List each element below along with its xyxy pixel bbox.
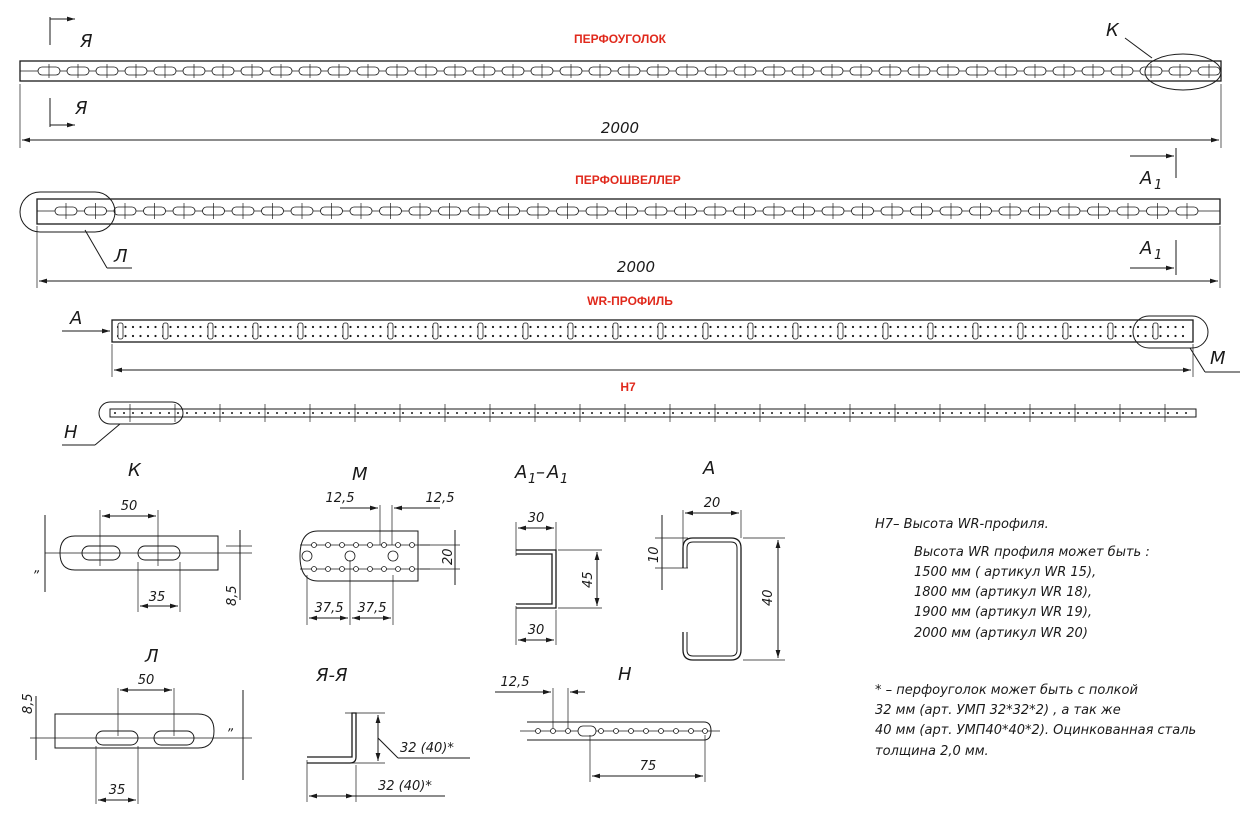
note-h7: H7– Высота WR-профиля. [875,517,1049,532]
note-wr-heights-4: 2000 мм (артикул WR 20) [914,626,1088,641]
note-footnote-0: * – перфоуголок может быть с полкой [875,683,1138,698]
detail-k-dim-50: 50 [120,499,138,514]
hole [523,323,528,339]
detail-l-dim-85: 8,5 [21,693,36,714]
detail-a1-title-a: A [515,462,528,483]
detail-l-dim-35: 35 [108,783,126,798]
hole [613,323,618,339]
svg-text:„: „ [228,719,235,734]
detail-m-dim-125a: 12,5 [325,491,355,506]
detail-k-title: К [128,460,141,481]
detail-ya-ya-dim-32a: 32 (40)* [400,741,454,756]
detail-a [647,458,785,660]
svg-text:„: „ [34,561,41,576]
hole [748,323,753,339]
svg-text:–: – [536,462,545,483]
hole [388,323,393,339]
detail-l-title: Л [145,646,159,667]
detail-ya-ya-dim-32b: 32 (40)* [378,779,432,794]
detail-k-dim-85: 8,5 [225,585,240,606]
callout-n-label: Н [64,422,78,443]
detail-n-dim-75: 75 [639,759,657,774]
note-wr-heights-1: 1500 мм ( артикул WR 15), [914,565,1097,580]
hole [973,323,978,339]
hole [883,323,888,339]
callout-m-label: M [1210,348,1226,369]
hole [568,323,573,339]
perfougolok-slots [38,64,1220,78]
wr-profile-holes [117,323,1184,339]
detail-l-dim-50: 50 [137,673,155,688]
section-a1-top-label: A [1140,168,1153,189]
hole [478,323,483,339]
wr-profile-bar [112,320,1193,342]
section-a1-bottom-label: A [1140,238,1153,259]
hole [1153,323,1158,339]
detail-m-dim-375a: 37,5 [314,601,344,616]
hole [1018,323,1023,339]
hole [928,323,933,339]
hole [1108,323,1113,339]
detail-a-dim-10: 10 [647,546,662,563]
detail-m-dim-125b: 12,5 [425,491,455,506]
dim-2000-mid: 2000 [616,258,656,276]
hole [1063,323,1068,339]
detail-m-title: M [352,464,368,485]
hole [658,323,663,339]
section-a1-top-sub: 1 [1154,178,1163,193]
note-wr-heights-3: 1900 мм (артикул WR 19), [914,605,1093,620]
note-wr-heights-0: Высота WR профиля может быть : [914,545,1150,560]
perfoshveller-title: ПЕРФОШВЕЛЛЕР [575,173,681,187]
hole [118,323,123,339]
detail-a1-dim-30b: 30 [527,623,545,638]
detail-m-dim-20: 20 [441,548,456,565]
note-wr-heights-2: 1800 мм (артикул WR 18), [914,585,1093,600]
svg-text:1: 1 [560,472,569,487]
h7-holes [114,404,1187,422]
note-footnote-3: толщина 2,0 мм. [875,744,989,759]
section-ya-top-label: Я [80,31,93,52]
detail-k [34,460,252,612]
hole [838,323,843,339]
detail-m-dim-375b: 37,5 [357,601,387,616]
note-footnote-1: 32 мм (арт. УМП 32*32*2) , а так же [875,703,1121,718]
detail-n-dim-125: 12,5 [500,675,530,690]
section-a1-bottom-sub: 1 [1154,248,1163,263]
callout-k-label: К [1106,20,1119,41]
perfougolok-title: ПЕРФОУГОЛОК [574,32,666,46]
detail-ya-ya-title: Я-Я [316,665,348,686]
detail-ya-ya [307,665,470,802]
svg-text:A: A [547,462,560,483]
detail-m [300,464,460,625]
detail-a1-dim-45: 45 [581,571,596,588]
hole [433,323,438,339]
dim-2000-top: 2000 [600,119,640,137]
detail-a-title: A [703,458,716,479]
callout-m-ellipse [1133,316,1208,348]
hole [253,323,258,339]
detail-a1-dim-30a: 30 [527,511,545,526]
detail-n [495,664,720,782]
detail-n-title: Н [618,664,632,685]
callout-l-label: Л [114,246,128,267]
detail-a-dim-20: 20 [703,496,721,511]
section-ya-bottom-label: Я [75,98,88,119]
detail-a1-a1 [514,462,602,645]
svg-text:1: 1 [528,472,537,487]
h7-title: H7 [620,380,636,394]
note-footnote-2: 40 мм (арт. УМП40*40*2). Оцинкованная сталь [875,723,1197,738]
hole [298,323,303,339]
section-a-label: A [70,308,83,329]
hole [703,323,708,339]
hole [793,323,798,339]
detail-l [21,646,252,804]
detail-a-dim-40: 40 [761,589,776,606]
hole [163,323,168,339]
hole [208,323,213,339]
detail-k-dim-35: 35 [148,590,166,605]
hole [343,323,348,339]
wr-profile-title: WR-ПРОФИЛЬ [587,294,673,308]
